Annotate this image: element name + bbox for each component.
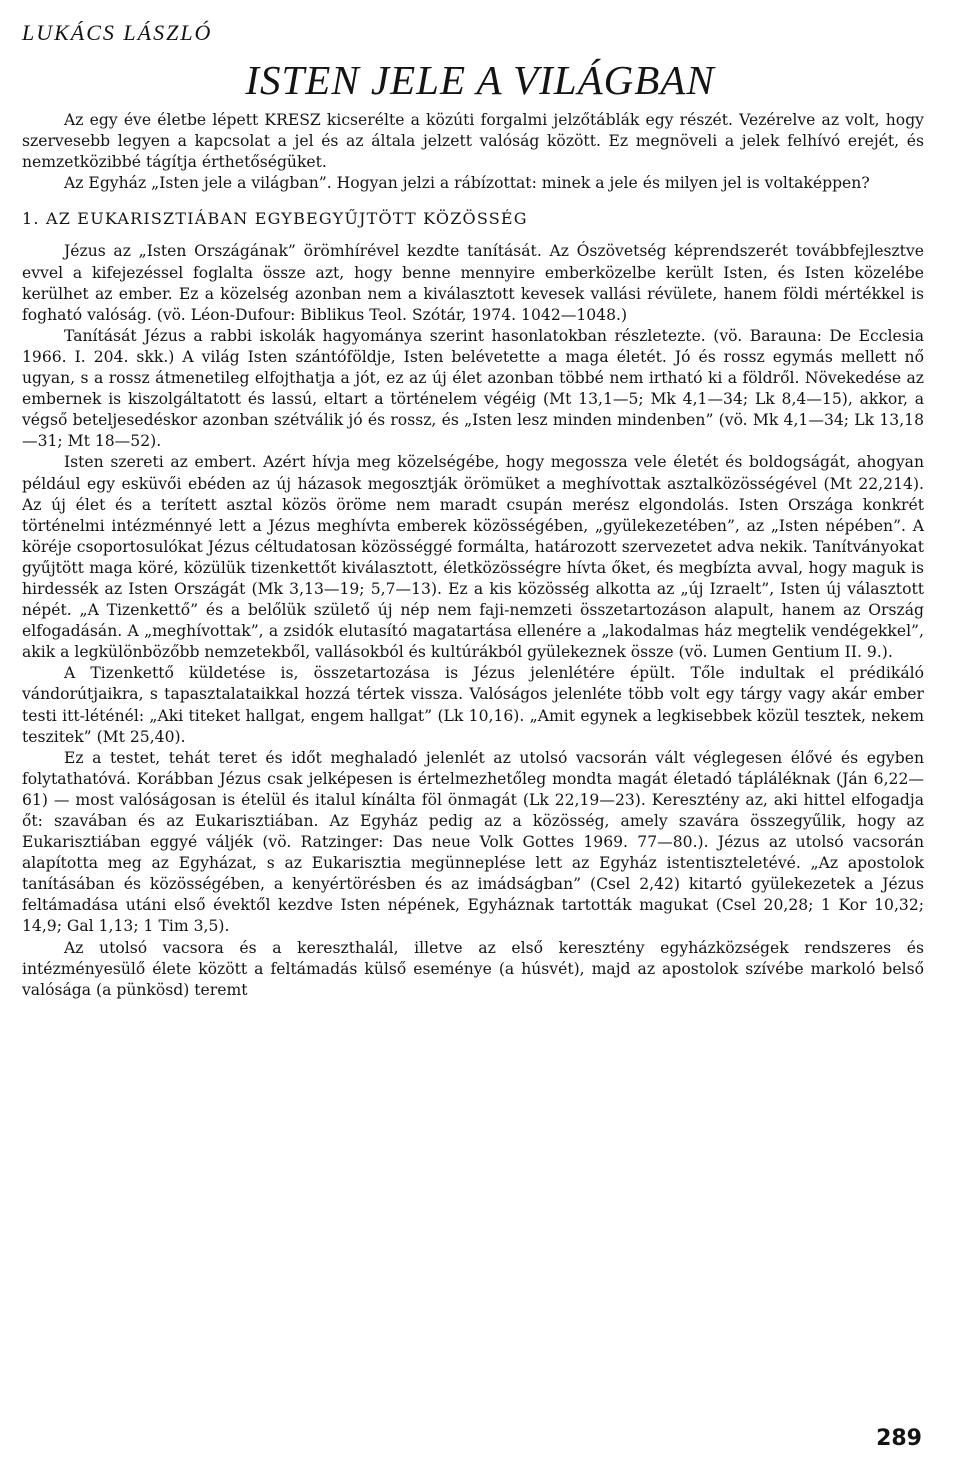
author-name: LUKÁCS LÁSZLÓ [22, 20, 213, 45]
page-number: 289 [876, 1426, 922, 1451]
intro-paragraph: Az egy éve életbe lépett KRESZ kicserélte a közúti forgalmi jelzőtáblák egy részét. Vezérelve az volt, hogy szervesebb legyen a kapcsolat a jel és az általa jelzett valóság között. Ez megnöveli a jelek felhívó erejét, és nemzetközibbé tágítja érthetőségüket. [22, 111, 924, 172]
body-paragraph: Tanítását Jézus a rabbi iskolák hagyománya szerint hasonlatokban részletezte. (vö. Barauna: De Ecclesia 1966. I. 204. skk.) A világ Isten szántóföldje, Isten belévetette a maga életét. Jó és rossz egymás mellett nő ugyan, s a rossz átmenetileg elfojthatja a jót, ez az új élet azonban többé nem irtható ki a földről. Növekedése az embernek is kiszolgáltatott és lassú, eltart a történelem végéig (Mt 13,1—5; Mk 4,1—34; Lk 8,4—15), akkor, a végső beteljesedéskor azonban szétválik jó és rossz, és „Isten lesz minden mindenben” (vö. Mk 4,1—34; Lk 13,18—31; Mt 18—52). [22, 326, 924, 451]
body-paragraph: Az utolsó vacsora és a kereszthalál, illetve az első keresztény egyházközségek rendszeres és intézményesülő élete között a feltámadás külső eseménye (a húsvét), majd az apostolok szívébe markoló belső valósága (a pünkösd) teremt [22, 938, 924, 999]
section-heading: 1. AZ EUKARISZTIÁBAN EGYBEGYŰJTÖTT KÖZÖSSÉG [22, 209, 528, 229]
article-title: ISTEN JELE A VILÁGBAN [245, 57, 715, 103]
body-paragraph: Jézus az „Isten Országának” örömhírével kezdte tanítását. Az Ószövetség képrendszerét továbbfejlesztve evvel a kifejezéssel foglalta össze azt, hogy benne mennyire emberközelbe került Isten, és Isten közelébe kerülhet az ember. Ez a közelség azonban nem a kiválasztott kevesek vallási révülete, hanem földi mértékkel is fogható valóság. (vö. Léon-Dufour: Biblikus Teol. Szótár, 1974. 1042—1048.) [22, 242, 924, 324]
article-body [22, 110, 924, 1001]
body-paragraph: Ez a testet, tehát teret és időt meghaladó jelenlét az utolsó vacsorán vált véglegesen élővé és egyben folytathatóvá. Korábban Jézus csak jelképesen is értelmezhetőleg mondta magát életadó tápláléknak (Ján 6,22—61) — most valóságosan is ételül és italul kínálta föl önmagát (Lk 22,19—23). Keresztény az, aki hittel elfogadja őt: szavában és az Eukarisztiában. Az Egyház pedig az a közösség, amely szavára összegyűlik, hogy az Eukarisztiában eggyé váljék (vö. Ratzinger: Das neue Volk Gottes 1969. 77—80.). Jézus az utolsó vacsorán alapította meg az Egyházat, s az Eukarisztia megünneplése lett az Egyház istentiszteletévé. „Az apostolok tanításában és közösségében, a kenyértörésben és az imádságban” (Csel 2,42) kitartó gyülekezetek a Jézus feltámadása utáni első évektől kezdve Isten népének, Egyháznak tartották magukat (Csel 20,28; 1 Kor 10,32; 14,9; Gal 1,13; 1 Tim 3,5). [22, 748, 924, 936]
body-paragraph: A Tizenkettő küldetése is, összetartozása is Jézus jelenlétére épült. Tőle indultak el prédikáló vándorútjaikra, s tapasztalataikkal hozzá tértek vissza. Valóságos jelenléte több volt egy tárgy vagy akár ember testi itt-léténél: „Aki titeket hallgat, engem hallgat” (Lk 10,16). „Amit egynek a legkisebbek közül tesztek, nekem teszitek” (Mt 25,40). [22, 664, 924, 746]
intro-paragraph: Az Egyház „Isten jele a világban”. Hogyan jelzi a rábízottat: minek a jele és milyen jel is voltaképpen? [64, 174, 870, 193]
body-paragraph: Isten szereti az embert. Azért hívja meg közelségébe, hogy megossza vele életét és boldogságát, ahogyan például egy esküvői ebéden az új házasok megosztják örömüket a meghívottak asztalközösségével (Mt 22,214). Az új élet és a terített asztal közös öröme nem maradt csupán merész elgondolás. Isten Országa konkrét történelmi intézménnyé lett a Jézus meghívta emberek közösségében, „gyülekezetében”, az „Isten népében”. A köréje csoportosulókat Jézus céltudatosan közösséggé formálta, határozott szervezetet adva nekik. Tanítványokat gyűjtött maga köré, közülük tizenkettőt kiválasztott, életközösségre hívta őket, és megbízta avval, hogy maguk is hirdessék az Isten Országát (Mk 3,13—19; 5,7—13). Ez a kis közösség alkotta az „új Izraelt”, Isten új választott népét. „A Tizenkettő” és a belőlük születő új nép nem faji-nemzeti összetartozáson alapult, hanem az Ország elfogadásán. A „meghívottak”, a zsidók elutasító magatartása ellenére a „lakodalmas ház megtelik vendégekkel”, akik a legkülönbözőbb nemzetekből, vallásokból és kultúrákból gyülekeznek össze (vö. Lumen Gentium II. 9.). [22, 453, 924, 662]
